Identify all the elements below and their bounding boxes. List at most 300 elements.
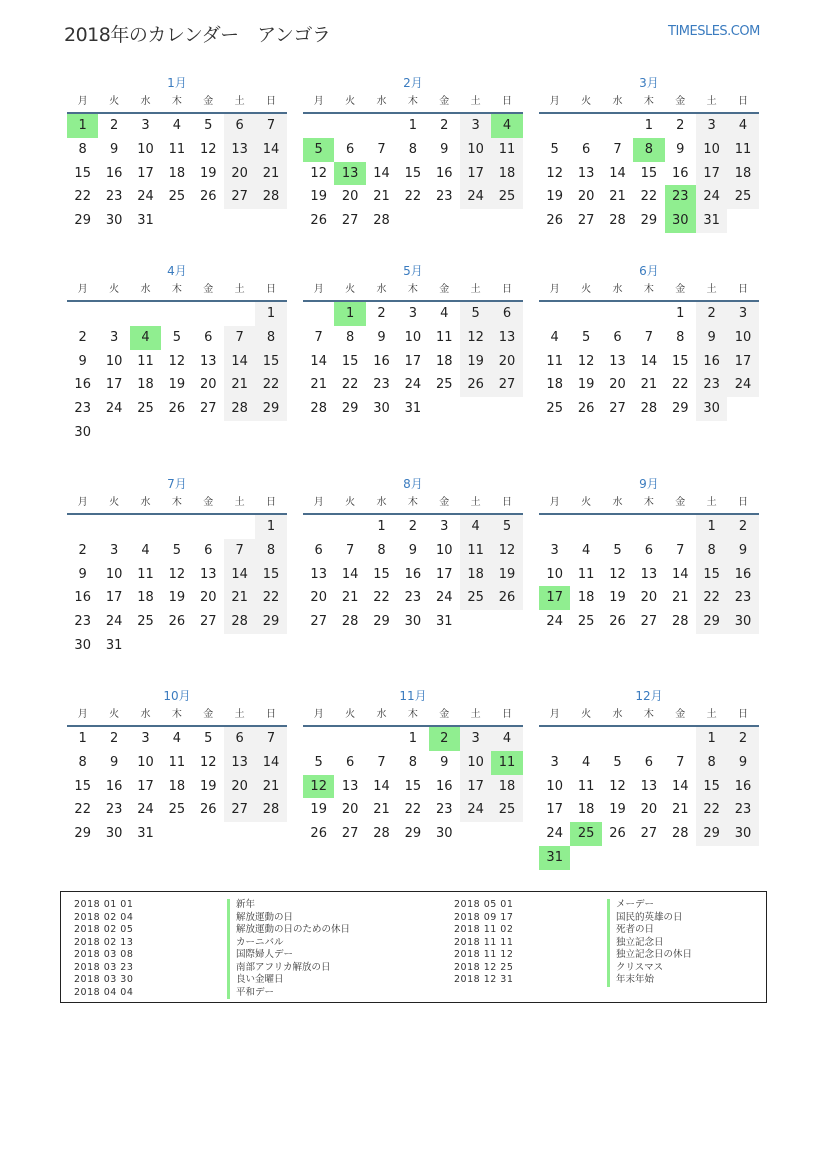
day-cell[interactable]: 5 xyxy=(550,141,559,157)
day-cell[interactable]: 8 xyxy=(696,539,727,563)
day-cell[interactable]: 14 xyxy=(671,778,689,794)
day-cell[interactable]: 6 xyxy=(613,329,622,345)
day-cell[interactable]: 25 xyxy=(727,185,758,209)
day-cell[interactable]: 14 xyxy=(255,138,286,162)
day-cell[interactable]: 6 xyxy=(224,727,255,751)
day-cell[interactable]: 26 xyxy=(460,373,491,397)
day-cell[interactable]: 9 xyxy=(109,141,119,157)
day-cell[interactable]: 1 xyxy=(676,306,685,321)
day-cell[interactable]: 2 xyxy=(676,118,685,133)
day-cell[interactable]: 4 xyxy=(491,727,522,751)
day-cell[interactable]: 30 xyxy=(727,822,758,846)
day-cell[interactable]: 18 xyxy=(168,778,186,794)
day-cell[interactable]: 28 xyxy=(255,798,286,822)
day-cell[interactable]: 19 xyxy=(199,778,217,794)
day-cell[interactable]: 10 xyxy=(546,566,563,582)
day-cell[interactable]: 1 xyxy=(408,731,417,746)
day-cell[interactable]: 14 xyxy=(373,778,390,794)
day-cell[interactable]: 16 xyxy=(435,778,453,794)
day-cell[interactable]: 9 xyxy=(377,329,386,345)
day-cell[interactable]: 17 xyxy=(727,350,758,374)
day-cell[interactable]: 25 xyxy=(168,189,186,205)
day-cell[interactable]: 18 xyxy=(435,353,453,369)
day-cell[interactable]: 26 xyxy=(577,401,595,417)
day-cell[interactable]: 24 xyxy=(105,401,123,417)
day-cell[interactable]: 2 xyxy=(440,118,449,133)
day-cell[interactable]: 5 xyxy=(172,542,181,558)
day-cell[interactable]: 10 xyxy=(404,329,422,345)
day-cell[interactable]: 18 xyxy=(137,377,154,393)
day-cell[interactable]: 20 xyxy=(491,350,522,374)
day-cell[interactable]: 15 xyxy=(74,778,91,794)
day-cell[interactable]: 13 xyxy=(640,778,658,794)
day-cell[interactable]: 14 xyxy=(224,350,255,374)
day-cell[interactable]: 27 xyxy=(341,213,359,229)
day-cell[interactable]: 9 xyxy=(109,754,119,770)
day-cell[interactable]: 18 xyxy=(577,802,595,818)
day-cell[interactable]: 25 xyxy=(460,586,491,610)
day-cell[interactable]: 7 xyxy=(613,141,622,157)
day-cell[interactable]: 10 xyxy=(137,141,154,157)
holiday-day-cell[interactable]: 8 xyxy=(633,138,664,162)
day-cell[interactable]: 15 xyxy=(671,353,689,369)
day-cell[interactable]: 16 xyxy=(105,778,123,794)
day-cell[interactable]: 26 xyxy=(546,213,563,229)
day-cell[interactable]: 30 xyxy=(105,826,123,842)
holiday-day-cell[interactable]: 4 xyxy=(130,326,161,350)
day-cell[interactable]: 13 xyxy=(310,566,327,582)
day-cell[interactable]: 18 xyxy=(460,563,491,587)
day-cell[interactable]: 13 xyxy=(577,165,595,181)
day-cell[interactable]: 14 xyxy=(609,165,626,181)
day-cell[interactable]: 19 xyxy=(168,590,186,606)
day-cell[interactable]: 26 xyxy=(310,213,327,229)
day-cell[interactable]: 6 xyxy=(491,302,522,326)
holiday-day-cell[interactable]: 4 xyxy=(491,114,522,138)
day-cell[interactable]: 20 xyxy=(341,802,359,818)
day-cell[interactable]: 12 xyxy=(460,326,491,350)
day-cell[interactable]: 14 xyxy=(224,563,255,587)
day-cell[interactable]: 11 xyxy=(168,754,186,770)
day-cell[interactable]: 5 xyxy=(172,329,181,345)
day-cell[interactable]: 22 xyxy=(696,798,727,822)
day-cell[interactable]: 21 xyxy=(255,162,286,186)
day-cell[interactable]: 29 xyxy=(696,610,727,634)
day-cell[interactable]: 2 xyxy=(109,118,119,133)
day-cell[interactable]: 3 xyxy=(109,329,119,345)
day-cell[interactable]: 18 xyxy=(137,590,154,606)
day-cell[interactable]: 5 xyxy=(204,731,213,746)
day-cell[interactable]: 28 xyxy=(224,610,255,634)
day-cell[interactable]: 2 xyxy=(78,542,87,558)
day-cell[interactable]: 5 xyxy=(613,754,622,770)
day-cell[interactable]: 16 xyxy=(696,350,727,374)
day-cell[interactable]: 7 xyxy=(224,326,255,350)
day-cell[interactable]: 12 xyxy=(168,566,186,582)
day-cell[interactable]: 27 xyxy=(640,826,658,842)
day-cell[interactable]: 2 xyxy=(408,519,417,534)
day-cell[interactable]: 17 xyxy=(460,162,491,186)
day-cell[interactable]: 24 xyxy=(137,802,154,818)
day-cell[interactable]: 16 xyxy=(671,165,689,181)
day-cell[interactable]: 17 xyxy=(105,590,123,606)
day-cell[interactable]: 23 xyxy=(727,586,758,610)
day-cell[interactable]: 7 xyxy=(255,727,286,751)
day-cell[interactable]: 22 xyxy=(640,189,658,205)
day-cell[interactable]: 3 xyxy=(460,114,491,138)
day-cell[interactable]: 10 xyxy=(727,326,758,350)
day-cell[interactable]: 10 xyxy=(546,778,563,794)
day-cell[interactable]: 16 xyxy=(373,353,390,369)
day-cell[interactable]: 19 xyxy=(609,802,626,818)
day-cell[interactable]: 2 xyxy=(696,302,727,326)
day-cell[interactable]: 6 xyxy=(644,754,653,770)
day-cell[interactable]: 10 xyxy=(435,542,453,558)
day-cell[interactable]: 22 xyxy=(404,802,422,818)
day-cell[interactable]: 13 xyxy=(341,778,359,794)
day-cell[interactable]: 22 xyxy=(341,377,359,393)
day-cell[interactable]: 6 xyxy=(224,114,255,138)
day-cell[interactable]: 21 xyxy=(671,802,689,818)
day-cell[interactable]: 7 xyxy=(345,542,355,558)
day-cell[interactable]: 6 xyxy=(204,329,213,345)
day-cell[interactable]: 4 xyxy=(727,114,758,138)
day-cell[interactable]: 12 xyxy=(609,778,626,794)
day-cell[interactable]: 21 xyxy=(373,189,390,205)
holiday-day-cell[interactable]: 5 xyxy=(303,138,334,162)
day-cell[interactable]: 12 xyxy=(199,141,217,157)
day-cell[interactable]: 8 xyxy=(676,329,685,345)
day-cell[interactable]: 10 xyxy=(460,138,491,162)
day-cell[interactable]: 10 xyxy=(105,353,123,369)
day-cell[interactable]: 8 xyxy=(78,141,87,157)
day-cell[interactable]: 10 xyxy=(460,751,491,775)
day-cell[interactable]: 17 xyxy=(137,165,154,181)
day-cell[interactable]: 20 xyxy=(609,377,626,393)
day-cell[interactable]: 6 xyxy=(644,542,653,558)
day-cell[interactable]: 21 xyxy=(310,377,327,393)
day-cell[interactable]: 20 xyxy=(224,162,255,186)
day-cell[interactable]: 1 xyxy=(78,731,87,746)
day-cell[interactable]: 3 xyxy=(460,727,491,751)
day-cell[interactable]: 25 xyxy=(491,798,522,822)
day-cell[interactable]: 30 xyxy=(105,213,123,229)
day-cell[interactable]: 29 xyxy=(74,213,91,229)
day-cell[interactable]: 15 xyxy=(373,566,390,582)
day-cell[interactable]: 10 xyxy=(137,754,154,770)
day-cell[interactable]: 13 xyxy=(609,353,626,369)
day-cell[interactable]: 18 xyxy=(546,377,563,393)
day-cell[interactable]: 28 xyxy=(609,213,626,229)
day-cell[interactable]: 28 xyxy=(671,614,689,630)
day-cell[interactable]: 25 xyxy=(137,401,154,417)
day-cell[interactable]: 3 xyxy=(408,306,417,321)
day-cell[interactable]: 6 xyxy=(345,141,355,157)
day-cell[interactable]: 7 xyxy=(314,329,323,345)
day-cell[interactable]: 7 xyxy=(377,141,386,157)
day-cell[interactable]: 22 xyxy=(404,189,422,205)
day-cell[interactable]: 30 xyxy=(404,614,422,630)
day-cell[interactable]: 31 xyxy=(404,401,422,417)
day-cell[interactable]: 16 xyxy=(727,775,758,799)
day-cell[interactable]: 17 xyxy=(546,802,563,818)
day-cell[interactable]: 27 xyxy=(224,185,255,209)
day-cell[interactable]: 7 xyxy=(644,329,653,345)
day-cell[interactable]: 30 xyxy=(696,397,727,421)
day-cell[interactable]: 10 xyxy=(105,566,123,582)
day-cell[interactable]: 4 xyxy=(172,731,181,746)
day-cell[interactable]: 28 xyxy=(671,826,689,842)
day-cell[interactable]: 2 xyxy=(377,306,386,321)
day-cell[interactable]: 26 xyxy=(199,802,217,818)
day-cell[interactable]: 14 xyxy=(310,353,327,369)
day-cell[interactable]: 13 xyxy=(224,751,255,775)
day-cell[interactable]: 20 xyxy=(577,189,595,205)
day-cell[interactable]: 26 xyxy=(199,189,217,205)
day-cell[interactable]: 9 xyxy=(78,353,87,369)
day-cell[interactable]: 5 xyxy=(581,329,591,345)
holiday-day-cell[interactable]: 1 xyxy=(67,114,98,138)
day-cell[interactable]: 29 xyxy=(696,822,727,846)
day-cell[interactable]: 16 xyxy=(435,165,453,181)
day-cell[interactable]: 14 xyxy=(255,751,286,775)
day-cell[interactable]: 23 xyxy=(74,401,91,417)
day-cell[interactable]: 20 xyxy=(199,590,217,606)
day-cell[interactable]: 13 xyxy=(199,353,217,369)
day-cell[interactable]: 23 xyxy=(373,377,390,393)
day-cell[interactable]: 28 xyxy=(310,401,327,417)
day-cell[interactable]: 12 xyxy=(577,353,595,369)
day-cell[interactable]: 12 xyxy=(310,165,327,181)
day-cell[interactable]: 19 xyxy=(460,350,491,374)
day-cell[interactable]: 21 xyxy=(341,590,359,606)
holiday-day-cell[interactable]: 31 xyxy=(539,846,570,870)
day-cell[interactable]: 31 xyxy=(435,614,453,630)
day-cell[interactable]: 23 xyxy=(105,802,123,818)
day-cell[interactable]: 21 xyxy=(373,802,390,818)
day-cell[interactable]: 30 xyxy=(74,637,91,653)
day-cell[interactable]: 28 xyxy=(341,614,359,630)
day-cell[interactable]: 19 xyxy=(609,590,626,606)
day-cell[interactable]: 17 xyxy=(435,566,453,582)
day-cell[interactable]: 3 xyxy=(109,542,119,558)
day-cell[interactable]: 4 xyxy=(141,542,150,558)
day-cell[interactable]: 17 xyxy=(696,162,727,186)
day-cell[interactable]: 24 xyxy=(460,798,491,822)
day-cell[interactable]: 5 xyxy=(314,754,323,770)
holiday-day-cell[interactable]: 30 xyxy=(665,209,696,233)
day-cell[interactable]: 23 xyxy=(435,189,453,205)
day-cell[interactable]: 4 xyxy=(440,306,449,321)
day-cell[interactable]: 12 xyxy=(168,353,186,369)
day-cell[interactable]: 1 xyxy=(696,727,727,751)
day-cell[interactable]: 18 xyxy=(491,162,522,186)
day-cell[interactable]: 21 xyxy=(609,189,626,205)
day-cell[interactable]: 22 xyxy=(74,802,91,818)
day-cell[interactable]: 11 xyxy=(727,138,758,162)
day-cell[interactable]: 24 xyxy=(727,373,758,397)
day-cell[interactable]: 21 xyxy=(671,590,689,606)
day-cell[interactable]: 11 xyxy=(435,329,453,345)
day-cell[interactable]: 5 xyxy=(204,118,213,133)
day-cell[interactable]: 16 xyxy=(105,165,123,181)
day-cell[interactable]: 2 xyxy=(727,727,758,751)
brand-logo[interactable]: TIMESLES.COM xyxy=(668,24,760,39)
day-cell[interactable]: 5 xyxy=(460,302,491,326)
day-cell[interactable]: 16 xyxy=(74,377,91,393)
day-cell[interactable]: 27 xyxy=(341,826,359,842)
day-cell[interactable]: 7 xyxy=(224,539,255,563)
day-cell[interactable]: 27 xyxy=(310,614,327,630)
day-cell[interactable]: 26 xyxy=(491,586,522,610)
day-cell[interactable]: 31 xyxy=(137,826,154,842)
day-cell[interactable]: 19 xyxy=(491,563,522,587)
day-cell[interactable]: 1 xyxy=(255,515,286,539)
day-cell[interactable]: 25 xyxy=(577,614,595,630)
day-cell[interactable]: 23 xyxy=(105,189,123,205)
day-cell[interactable]: 11 xyxy=(137,353,154,369)
day-cell[interactable]: 27 xyxy=(199,401,217,417)
day-cell[interactable]: 28 xyxy=(373,213,390,229)
day-cell[interactable]: 25 xyxy=(546,401,563,417)
day-cell[interactable]: 3 xyxy=(550,542,559,558)
holiday-day-cell[interactable]: 17 xyxy=(539,586,570,610)
day-cell[interactable]: 15 xyxy=(696,775,727,799)
day-cell[interactable]: 13 xyxy=(199,566,217,582)
day-cell[interactable]: 19 xyxy=(577,377,595,393)
day-cell[interactable]: 22 xyxy=(255,586,286,610)
day-cell[interactable]: 1 xyxy=(696,515,727,539)
day-cell[interactable]: 17 xyxy=(137,778,154,794)
day-cell[interactable]: 12 xyxy=(491,539,522,563)
holiday-day-cell[interactable]: 11 xyxy=(491,751,522,775)
day-cell[interactable]: 1 xyxy=(377,519,386,534)
day-cell[interactable]: 26 xyxy=(168,614,186,630)
day-cell[interactable]: 29 xyxy=(74,826,91,842)
day-cell[interactable]: 21 xyxy=(255,775,286,799)
holiday-day-cell[interactable]: 13 xyxy=(334,162,365,186)
day-cell[interactable]: 28 xyxy=(373,826,390,842)
day-cell[interactable]: 23 xyxy=(404,590,422,606)
day-cell[interactable]: 1 xyxy=(408,118,417,133)
day-cell[interactable]: 22 xyxy=(373,590,390,606)
day-cell[interactable]: 3 xyxy=(141,118,150,133)
day-cell[interactable]: 23 xyxy=(74,614,91,630)
day-cell[interactable]: 25 xyxy=(491,185,522,209)
day-cell[interactable]: 15 xyxy=(404,778,422,794)
day-cell[interactable]: 22 xyxy=(74,189,91,205)
day-cell[interactable]: 3 xyxy=(727,302,758,326)
day-cell[interactable]: 12 xyxy=(609,566,626,582)
day-cell[interactable]: 9 xyxy=(727,751,758,775)
day-cell[interactable]: 4 xyxy=(550,329,559,345)
day-cell[interactable]: 30 xyxy=(373,401,390,417)
day-cell[interactable]: 7 xyxy=(255,114,286,138)
day-cell[interactable]: 13 xyxy=(491,326,522,350)
day-cell[interactable]: 11 xyxy=(577,566,595,582)
day-cell[interactable]: 26 xyxy=(609,826,626,842)
day-cell[interactable]: 14 xyxy=(671,566,689,582)
day-cell[interactable]: 24 xyxy=(435,590,453,606)
day-cell[interactable]: 12 xyxy=(199,754,217,770)
day-cell[interactable]: 15 xyxy=(640,165,658,181)
day-cell[interactable]: 24 xyxy=(404,377,422,393)
day-cell[interactable]: 24 xyxy=(137,189,154,205)
day-cell[interactable]: 27 xyxy=(577,213,595,229)
day-cell[interactable]: 24 xyxy=(546,614,563,630)
day-cell[interactable]: 30 xyxy=(727,610,758,634)
holiday-day-cell[interactable]: 25 xyxy=(570,822,601,846)
day-cell[interactable]: 16 xyxy=(74,590,91,606)
day-cell[interactable]: 21 xyxy=(224,586,255,610)
day-cell[interactable]: 28 xyxy=(255,185,286,209)
day-cell[interactable]: 31 xyxy=(105,637,123,653)
day-cell[interactable]: 6 xyxy=(345,754,355,770)
day-cell[interactable]: 22 xyxy=(255,373,286,397)
day-cell[interactable]: 29 xyxy=(640,213,658,229)
day-cell[interactable]: 29 xyxy=(671,401,689,417)
day-cell[interactable]: 9 xyxy=(696,326,727,350)
day-cell[interactable]: 15 xyxy=(74,165,91,181)
day-cell[interactable]: 16 xyxy=(727,563,758,587)
day-cell[interactable]: 18 xyxy=(577,590,595,606)
day-cell[interactable]: 15 xyxy=(341,353,359,369)
day-cell[interactable]: 21 xyxy=(640,377,658,393)
day-cell[interactable]: 27 xyxy=(640,614,658,630)
day-cell[interactable]: 9 xyxy=(78,566,87,582)
day-cell[interactable]: 16 xyxy=(404,566,422,582)
day-cell[interactable]: 7 xyxy=(676,542,685,558)
day-cell[interactable]: 8 xyxy=(696,751,727,775)
day-cell[interactable]: 30 xyxy=(435,826,453,842)
day-cell[interactable]: 3 xyxy=(141,731,150,746)
day-cell[interactable]: 2 xyxy=(727,515,758,539)
day-cell[interactable]: 3 xyxy=(440,519,449,534)
day-cell[interactable]: 1 xyxy=(644,118,653,133)
day-cell[interactable]: 17 xyxy=(105,377,123,393)
day-cell[interactable]: 8 xyxy=(78,754,87,770)
day-cell[interactable]: 24 xyxy=(460,185,491,209)
day-cell[interactable]: 13 xyxy=(224,138,255,162)
day-cell[interactable]: 19 xyxy=(168,377,186,393)
day-cell[interactable]: 15 xyxy=(255,350,286,374)
day-cell[interactable]: 15 xyxy=(404,165,422,181)
day-cell[interactable]: 29 xyxy=(373,614,390,630)
day-cell[interactable]: 20 xyxy=(640,590,658,606)
day-cell[interactable]: 7 xyxy=(676,754,685,770)
day-cell[interactable]: 17 xyxy=(404,353,422,369)
day-cell[interactable]: 22 xyxy=(696,586,727,610)
day-cell[interactable]: 28 xyxy=(224,397,255,421)
day-cell[interactable]: 14 xyxy=(640,353,658,369)
day-cell[interactable]: 9 xyxy=(440,754,449,770)
holiday-day-cell[interactable]: 12 xyxy=(303,775,334,799)
day-cell[interactable]: 27 xyxy=(224,798,255,822)
day-cell[interactable]: 4 xyxy=(172,118,181,133)
day-cell[interactable]: 9 xyxy=(408,542,417,558)
day-cell[interactable]: 8 xyxy=(345,329,355,345)
day-cell[interactable]: 25 xyxy=(137,614,154,630)
day-cell[interactable]: 23 xyxy=(696,373,727,397)
day-cell[interactable]: 12 xyxy=(546,165,563,181)
day-cell[interactable]: 21 xyxy=(224,373,255,397)
day-cell[interactable]: 19 xyxy=(310,189,327,205)
day-cell[interactable]: 19 xyxy=(546,189,563,205)
day-cell[interactable]: 30 xyxy=(74,424,91,440)
holiday-day-cell[interactable]: 2 xyxy=(429,727,460,751)
day-cell[interactable]: 26 xyxy=(310,826,327,842)
day-cell[interactable]: 27 xyxy=(491,373,522,397)
